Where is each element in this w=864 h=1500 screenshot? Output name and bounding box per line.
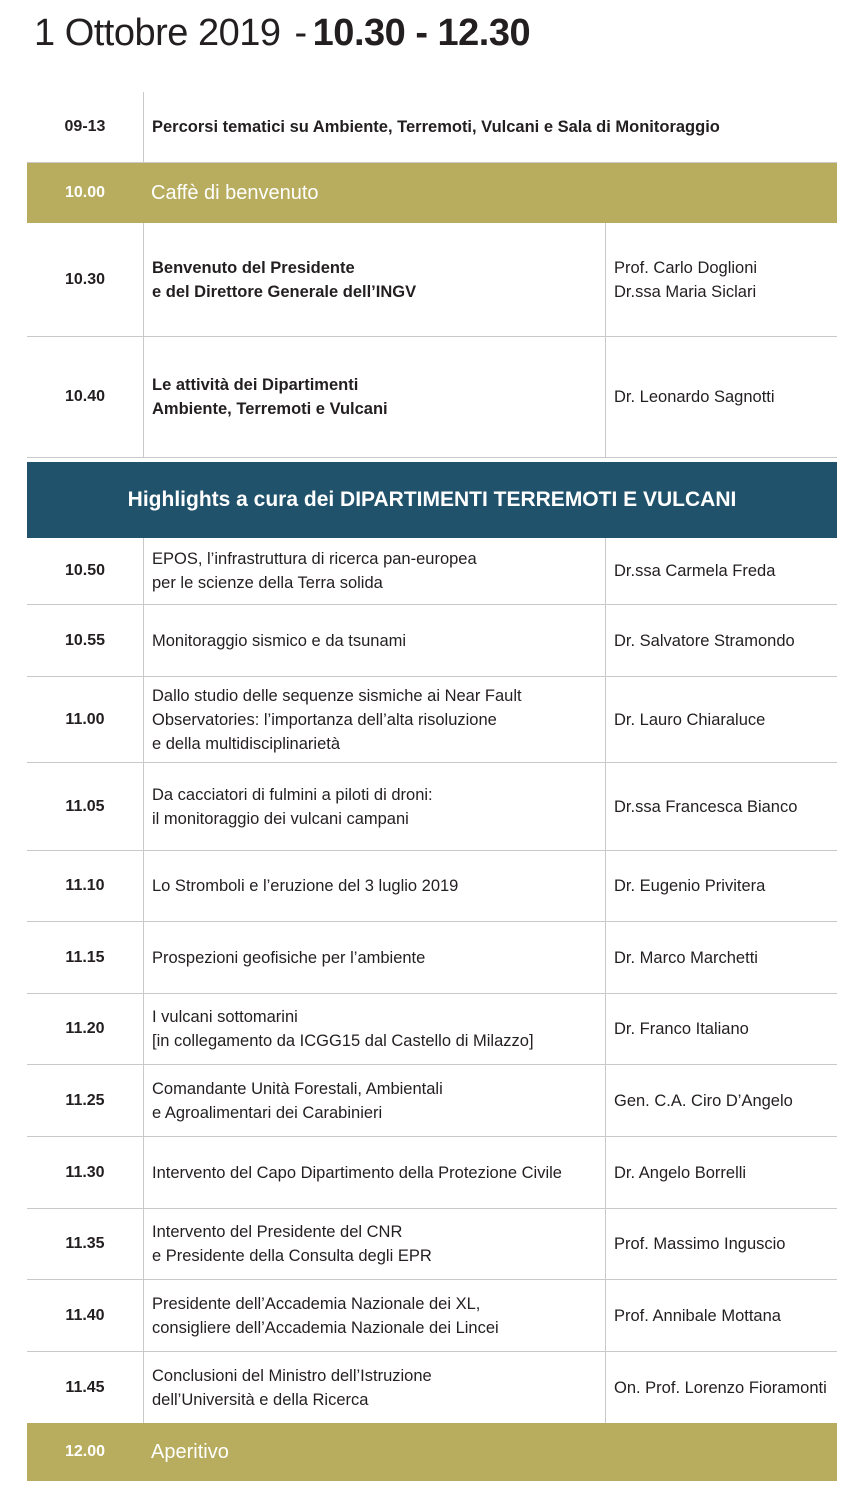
title-line: e del Direttore Generale dell’INGV xyxy=(152,282,417,301)
row-time: 11.25 xyxy=(65,1091,105,1109)
row-speaker xyxy=(605,605,837,676)
title-line: Da cacciatori di fulmini a piloti di droni: xyxy=(152,785,433,804)
heading-separator: - xyxy=(294,12,307,54)
speaker-name: Dr. Salvatore Stramondo xyxy=(614,631,795,650)
speaker-name: Dr.ssa Francesca Bianco xyxy=(614,797,798,816)
row-title xyxy=(143,605,605,676)
title-line: Dallo studio delle sequenze sismiche ai Near Fault xyxy=(152,686,522,705)
row-title xyxy=(143,163,837,223)
title-line: Benvenuto del Presidente xyxy=(152,258,355,277)
row-speaker xyxy=(605,1280,837,1351)
row-title xyxy=(143,922,605,993)
speaker-name: Dr. Leonardo Sagnotti xyxy=(614,388,775,406)
title-line: Presidente dell’Accademia Nazionale dei XL, xyxy=(152,1294,481,1313)
row-title xyxy=(143,1352,605,1423)
row-time: 11.30 xyxy=(65,1163,105,1181)
row-title xyxy=(143,92,837,162)
row-time: 11.00 xyxy=(65,710,105,728)
row-time: 11.20 xyxy=(65,1020,105,1037)
title-line: e della multidisciplinarietà xyxy=(152,734,341,753)
row-time: 11.05 xyxy=(65,797,105,815)
row-time: 12.00 xyxy=(64,1443,106,1460)
row-title xyxy=(143,223,605,336)
title-line: Ambiente, Terremoti e Vulcani xyxy=(152,400,388,418)
row-title xyxy=(143,1137,605,1208)
title-line: Comandante Unità Forestali, Ambientali xyxy=(152,1079,443,1098)
event-time-range: 10.30 - 12.30 xyxy=(312,12,531,54)
speaker-name: Dr. Eugenio Privitera xyxy=(614,877,766,895)
row-time: 11.15 xyxy=(65,948,105,966)
speaker-name: Dr. Lauro Chiaraluce xyxy=(614,710,766,729)
program-row xyxy=(27,1209,837,1280)
program-row xyxy=(27,994,837,1065)
title-line: Observatories: l’importanza dell’alta risoluzione xyxy=(152,710,497,729)
row-time: 10.30 xyxy=(64,270,106,288)
row-title xyxy=(143,1423,837,1481)
title-line: EPOS, l’infrastruttura di ricerca pan-europea xyxy=(152,550,477,568)
speaker-name: On. Prof. Lorenzo Fioramonti xyxy=(614,1378,827,1397)
speaker-name: Dr. Angelo Borrelli xyxy=(614,1163,747,1182)
title-line: il monitoraggio dei vulcani campani xyxy=(152,809,409,828)
program-row xyxy=(27,538,837,605)
speaker-name: Dr. Marco Marchetti xyxy=(614,948,758,967)
title-line: consigliere dell’Accademia Nazionale dei Lincei xyxy=(152,1318,499,1337)
program-row xyxy=(27,851,837,922)
program-row xyxy=(27,1352,837,1423)
program-row xyxy=(27,1065,837,1137)
row-title xyxy=(143,851,605,921)
row-speaker xyxy=(605,1209,837,1279)
title-line: I vulcani sottomarini xyxy=(152,1008,298,1026)
speaker-name: Prof. Massimo Inguscio xyxy=(614,1235,786,1253)
page-heading xyxy=(34,8,530,58)
program-row xyxy=(27,763,837,851)
row-speaker xyxy=(605,922,837,993)
speaker-name: Gen. C.A. Ciro D’Angelo xyxy=(614,1091,793,1110)
program-row xyxy=(27,92,837,163)
row-time: 10.50 xyxy=(64,562,106,579)
speaker-name: Dr. Franco Italiano xyxy=(614,1020,749,1038)
title-line: dell’Università e della Ricerca xyxy=(152,1390,369,1409)
row-speaker xyxy=(605,337,837,457)
row-speaker xyxy=(605,677,837,762)
row-title xyxy=(143,538,605,604)
title-line: Intervento del Capo Dipartimento della Protezione Civile xyxy=(152,1163,562,1182)
title-line: Monitoraggio sismico e da tsunami xyxy=(152,631,407,650)
title-line: e Presidente della Consulta degli EPR xyxy=(152,1247,432,1265)
row-title xyxy=(143,1209,605,1279)
title-line: e Agroalimentari dei Carabinieri xyxy=(152,1103,383,1122)
row-time: 11.35 xyxy=(65,1235,105,1252)
row-title xyxy=(143,337,605,457)
program-row xyxy=(27,1137,837,1209)
program-table xyxy=(27,92,837,1481)
speaker-name: Dr.ssa Carmela Freda xyxy=(614,562,776,580)
row-time: 09-13 xyxy=(64,118,106,135)
speaker-name: Prof. Carlo Doglioni xyxy=(614,258,758,277)
program-row xyxy=(27,605,837,677)
row-speaker xyxy=(605,223,837,336)
row-title xyxy=(143,763,605,850)
row-speaker xyxy=(605,1137,837,1208)
title-line: Prospezioni geofisiche per l’ambiente xyxy=(152,948,426,967)
title-line: Caffè di benvenuto xyxy=(151,182,319,204)
break-row xyxy=(27,163,837,223)
row-speaker xyxy=(605,763,837,850)
program-row xyxy=(27,1280,837,1352)
row-speaker xyxy=(605,1065,837,1136)
title-line: Lo Stromboli e l’eruzione del 3 luglio 2019 xyxy=(152,877,459,895)
row-title xyxy=(143,1280,605,1351)
speaker-name: Dr.ssa Maria Siclari xyxy=(614,282,757,301)
section-highlight-band: Highlights a cura dei DIPARTIMENTI TERREMOTI E VULCANI xyxy=(27,462,837,538)
row-time: 10.55 xyxy=(64,631,106,649)
row-time: 11.40 xyxy=(65,1306,105,1324)
row-time: 10.00 xyxy=(64,184,106,201)
title-line: [in collegamento da ICGG15 dal Castello di Milazzo] xyxy=(152,1032,534,1050)
title-line: Le attività dei Dipartimenti xyxy=(152,376,359,394)
event-date: 1 Ottobre 2019 xyxy=(34,12,281,54)
row-title xyxy=(143,677,605,762)
program-row xyxy=(27,677,837,763)
row-title xyxy=(143,1065,605,1136)
program-row xyxy=(27,337,837,458)
speaker-name: Prof. Annibale Mottana xyxy=(614,1306,781,1325)
title-line: Intervento del Presidente del CNR xyxy=(152,1223,403,1241)
title-line: Percorsi tematici su Ambiente, Terremoti, Vulcani e Sala di Monitoraggio xyxy=(152,118,720,136)
break-row xyxy=(27,1423,837,1481)
row-time: 11.45 xyxy=(65,1378,105,1396)
title-line: per le scienze della Terra solida xyxy=(152,574,383,592)
title-line: Conclusioni del Ministro dell’Istruzione xyxy=(152,1366,432,1385)
row-speaker xyxy=(605,851,837,921)
program-row xyxy=(27,223,837,337)
row-speaker xyxy=(605,538,837,604)
row-time: 11.10 xyxy=(65,877,105,894)
row-speaker xyxy=(605,1352,837,1423)
row-speaker xyxy=(605,994,837,1064)
program-row xyxy=(27,922,837,994)
title-line: Aperitivo xyxy=(151,1441,229,1463)
row-time: 10.40 xyxy=(64,388,106,405)
row-title xyxy=(143,994,605,1064)
